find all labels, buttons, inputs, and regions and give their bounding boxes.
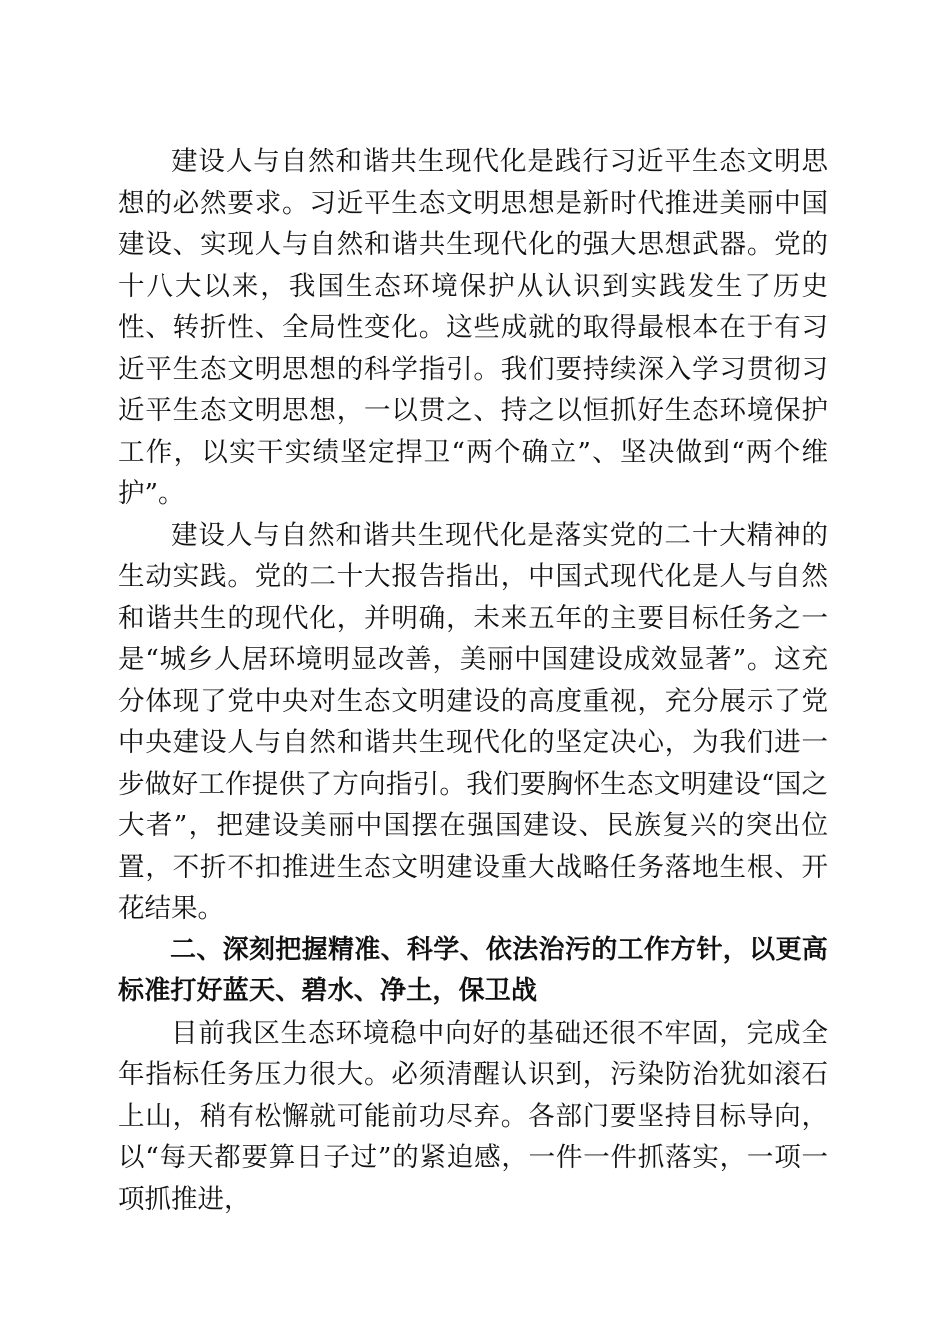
paragraph-1: 建设人与自然和谐共生现代化是践行习近平生态文明思想的必然要求。习近平生态文明思想是新时代推进美丽中国建设、实现人与自然和谐共生现代化的强大思想武器。党的十八大以来，我国生态环境保护从认识到实践发生了历史性、转折性、全局性变化。这些成就的取得最根本在于有习近平生态文明思想的科学指引。我们要持续深入学习贯彻习近平生态文明思想，一以贯之、持之以恒抓好生态环境保护工作，以实干实绩坚定捍卫“两个确立”、坚决做到“两个维护”。: [118, 146, 828, 509]
section-heading-2: 二、深刻把握精准、科学、依法治污的工作方针，以更高标准打好蓝天、碧水、净土，保卫战: [118, 934, 828, 1006]
paragraph-2: 建设人与自然和谐共生现代化是落实党的二十大精神的生动实践。党的二十大报告指出，中国式现代化是人与自然和谐共生的现代化，并明确，未来五年的主要目标任务之一是“城乡人居环境明显改善，美丽中国建设成效显著”。这充分体现了党中央对生态文明建设的高度重视，充分展示了党中央建设人与自然和谐共生现代化的坚定决心，为我们进一步做好工作提供了方向指引。我们要胸怀生态文明建设“国之大者”，把建设美丽中国摆在强国建设、民族复兴的突出位置，不折不扣推进生态文明建设重大战略任务落地生根、开花结果。: [118, 519, 828, 924]
document-page: [118, 141, 828, 1220]
paragraph-3: 目前我区生态环境稳中向好的基础还很不牢固，完成全年指标任务压力很大。必须清醒认识到，污染防治犹如滚石上山，稍有松懈就可能前功尽弃。各部门要坚持目标导向，以“每天都要算日子过”的紧迫感，一件一件抓落实，一项一项抓推进，: [118, 1017, 828, 1215]
